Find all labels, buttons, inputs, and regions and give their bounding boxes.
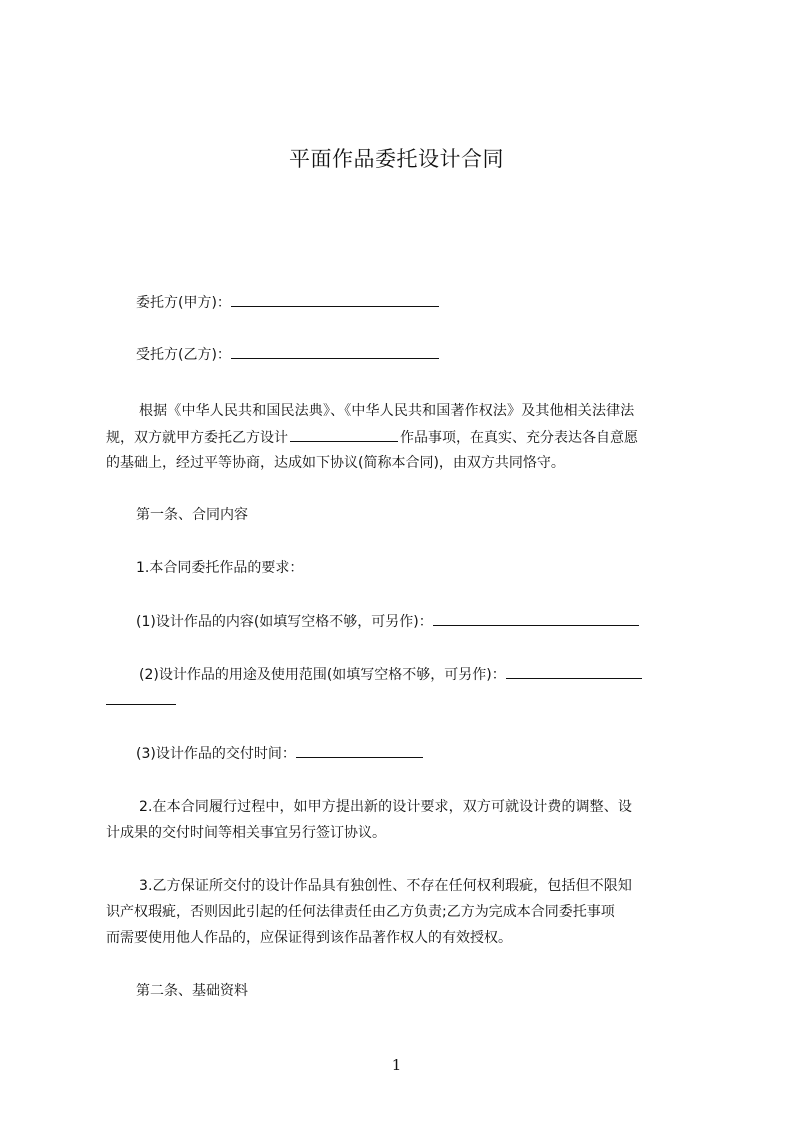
party-a-blank <box>231 292 439 307</box>
party-b-line <box>136 344 439 365</box>
article-1-item-3-line-1: 3.乙方保证所交付的设计作品具有独创性、不存在任何权利瑕疵，包括但不限知 <box>139 878 632 894</box>
preamble-line-2-end: 作品事项，在真实、充分表达各自意愿 <box>400 430 638 446</box>
article-1-item-2-line-2: 计成果的交付时间等相关事宜另行签订协议。 <box>106 825 386 841</box>
design-content-line <box>136 611 639 632</box>
preamble-line-2 <box>106 427 638 448</box>
design-content-blank <box>433 611 639 626</box>
article-1-item-3-line-3: 而需要使用他人作品的，应保证得到该作品著作权人的有效授权。 <box>106 930 512 946</box>
design-usage-line <box>139 664 642 685</box>
article-1-item-3-line-2: 识产权瑕疵，否则因此引起的任何法律责任由乙方负责;乙方为完成本合同委托事项 <box>106 904 615 920</box>
design-content-label: (1)设计作品的内容(如填写空格不够，可另作)： <box>136 614 433 630</box>
preamble-line-2-start: 规，双方就甲方委托乙方设计 <box>106 430 288 446</box>
party-a-label: 委托方(甲方)： <box>136 295 231 311</box>
page-number: 1 <box>391 1056 402 1074</box>
party-a-line <box>136 292 439 313</box>
article-1-heading: 第一条、合同内容 <box>136 507 248 523</box>
document-title: 平面作品委托设计合同 <box>289 147 504 171</box>
party-b-label: 受托方(乙方)： <box>136 347 231 363</box>
party-b-blank <box>231 344 439 359</box>
design-subject-blank <box>290 427 398 442</box>
design-usage-blank <box>506 664 642 679</box>
article-1-item-1: 1.本合同委托作品的要求： <box>136 560 304 576</box>
preamble-line-1: 根据《中华人民共和国民法典》、《中华人民共和国著作权法》及其他相关法律法 <box>139 403 635 419</box>
delivery-time-blank <box>296 743 423 758</box>
delivery-time-label: (3)设计作品的交付时间： <box>136 746 296 762</box>
article-2-heading: 第二条、基础资料 <box>136 983 248 999</box>
design-usage-line-cont <box>106 690 176 711</box>
design-usage-label: (2)设计作品的用途及使用范围(如填写空格不够，可另作)： <box>139 667 506 683</box>
article-1-item-2-line-1: 2.在本合同履行过程中，如甲方提出新的设计要求，双方可就设计费的调整、设 <box>139 799 632 815</box>
preamble-line-3: 的基础上，经过平等协商，达成如下协议(简称本合同)，由双方共同恪守。 <box>106 455 565 471</box>
design-usage-blank-cont <box>106 690 176 705</box>
delivery-time-line <box>136 743 423 764</box>
